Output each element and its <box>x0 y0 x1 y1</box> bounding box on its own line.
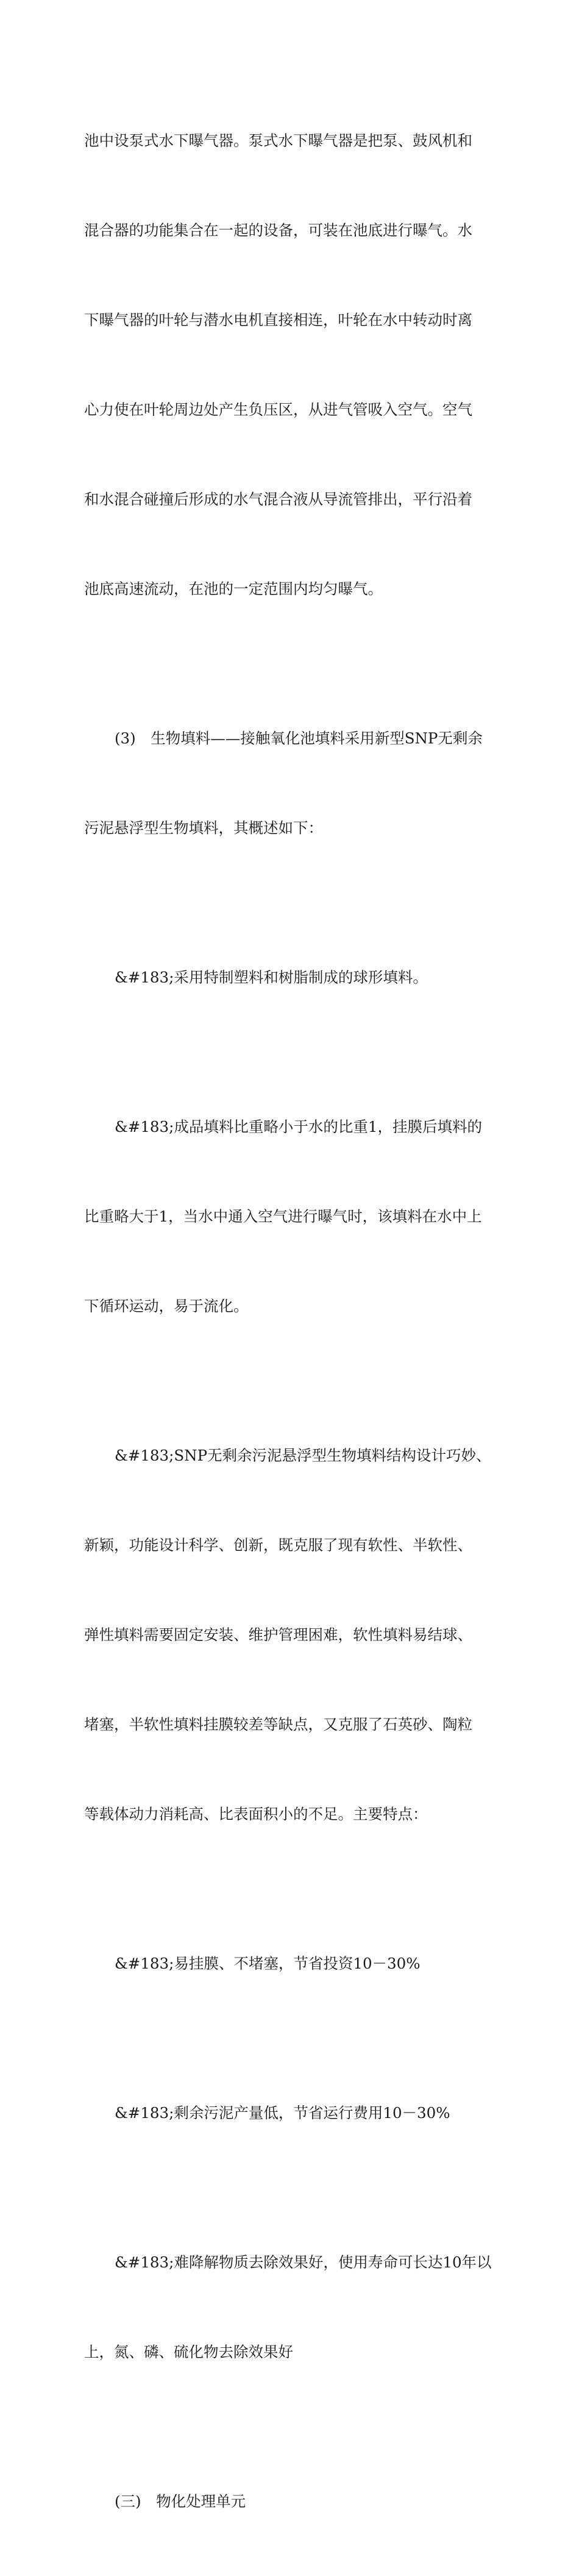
text-line: &#183;成品填料比重略小于水的比重1，挂膜后填料的 <box>115 1118 482 1136</box>
document-body <box>84 66 505 2576</box>
text-line: 比重略大于1，当水中通入空气进行曝气时，该填料在水中上 <box>84 1208 482 1225</box>
section-heading-text: (三) 物化处理单元 <box>115 2492 246 2510</box>
section-heading <box>84 2427 505 2576</box>
text-line: 混合器的功能集合在一起的设备，可装在池底进行曝气。水 <box>84 221 472 239</box>
paragraph-bio-filler <box>84 664 505 903</box>
text-line: 上，氮、磷、硫化物去除效果好 <box>84 2343 293 2361</box>
text-line: &#183;采用特制塑料和树脂制成的球形填料。 <box>115 968 428 986</box>
text-line: &#183;难降解物质去除效果好，使用寿命可长达10年以 <box>115 2253 492 2271</box>
text-line: 下循环运动，易于流化。 <box>84 1297 249 1315</box>
text-line: (3) 生物填料——接触氧化池填料采用新型SNP无剩余 <box>115 729 483 747</box>
text-line: 堵塞，半软性填料挂膜较差等缺点，又克服了石英砂、陶粒 <box>84 1716 472 1733</box>
text-line: 和水混合碰撞后形成的水气混合液从导流管排出，平行沿着 <box>84 490 472 508</box>
text-line: &#183;易挂膜、不堵塞，节省投资10－30% <box>115 1955 421 1972</box>
bullet-item <box>84 1381 505 1889</box>
text-line: &#183;剩余污泥产量低，节省运行费用10－30% <box>115 2104 450 2122</box>
bullet-item <box>84 903 505 1052</box>
text-line: 池中设泵式水下曝气器。泵式水下曝气器是把泵、鼓风机和 <box>84 132 472 149</box>
bullet-item <box>84 1052 505 1381</box>
text-line: 池底高速流动，在池的一定范围内均匀曝气。 <box>84 580 383 598</box>
text-line: 弹性填料需要固定安装、维护管理困难，软性填料易结球、 <box>84 1626 472 1644</box>
bullet-item <box>84 1889 505 2038</box>
text-line: 污泥悬浮型生物填料，其概述如下： <box>84 819 323 837</box>
bullet-item <box>84 2038 505 2188</box>
text-line: 新颖，功能设计科学、创新，既克服了现有软性、半软性、 <box>84 1536 472 1554</box>
text-line: &#183;SNP无剩余污泥悬浮型生物填料结构设计巧妙、 <box>115 1447 491 1464</box>
text-line: 下曝气器的叶轮与潜水电机直接相连，叶轮在水中转动时离 <box>84 311 472 329</box>
text-line: 等载体动力消耗高、比表面积小的不足。主要特点： <box>84 1805 428 1823</box>
text-line: 心力使在叶轮周边处产生负压区，从进气管吸入空气。空气 <box>84 401 472 418</box>
bullet-item <box>84 2188 505 2427</box>
paragraph-aerator <box>84 66 505 664</box>
